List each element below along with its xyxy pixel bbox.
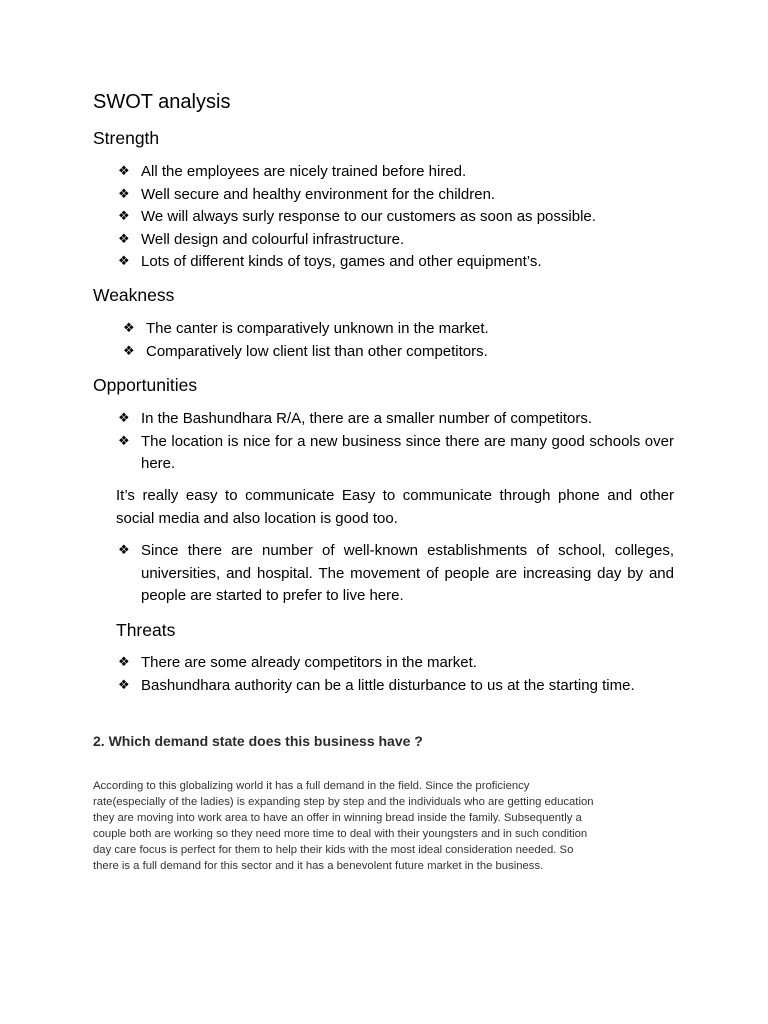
diamond-bullet-icon: ❖ xyxy=(123,343,135,359)
diamond-bullet-icon: ❖ xyxy=(118,186,130,202)
diamond-bullet-icon: ❖ xyxy=(118,543,130,558)
list-item: ❖ Comparatively low client list than other competitors. xyxy=(123,341,674,364)
diamond-bullet-icon: ❖ xyxy=(123,321,135,336)
strength-list xyxy=(118,161,674,274)
answer-line: there is a full demand for this sector and it has a benevolent future market in the business. xyxy=(93,860,544,873)
diamond-bullet-icon: ❖ xyxy=(118,655,130,670)
answer-paragraph xyxy=(93,778,673,875)
answer-line: day care focus is perfect for them to help their kids with the most ideal consideration needed. So xyxy=(93,844,574,857)
opportunities-paragraph: It’s really easy to communicate Easy to communicate through phone and other social media and also location is good too. xyxy=(116,487,674,527)
diamond-bullet-icon: ❖ xyxy=(118,411,130,426)
opportunities-list xyxy=(118,408,674,476)
diamond-bullet-icon: ❖ xyxy=(118,231,130,247)
list-item: ❖ Well secure and healthy environment for the children. xyxy=(118,184,674,207)
opportunities-list-2 xyxy=(118,540,674,608)
answer-line: According to this globalizing world it has a full demand in the field. Since the proficiency xyxy=(93,780,530,792)
question-heading: 2. Which demand state does this business have ? xyxy=(93,733,423,749)
list-item: ❖ The canter is comparatively unknown in the market. xyxy=(123,318,674,341)
diamond-bullet-icon: ❖ xyxy=(118,209,130,225)
weakness-list xyxy=(123,318,674,363)
threats-heading: Threats xyxy=(116,620,176,640)
list-item: ❖ There are some already competitors in the market. xyxy=(118,652,674,675)
list-item: ❖ Since there are number of well-known establishments of school, colleges, universities, and hospital. The movement of people are increasing day by and people are started to prefer to live here. xyxy=(118,542,674,605)
list-item: ❖ Bashundhara authority can be a little disturbance to us at the starting time. xyxy=(118,675,674,698)
list-item: ❖ Lots of different kinds of toys, games and other equipment’s. xyxy=(118,251,674,274)
answer-line: rate(especially of the ladies) is expanding step by step and the individuals who are getting education xyxy=(93,796,594,809)
answer-line: couple both are working so they need more time to deal with their youngsters and in such condition xyxy=(93,828,588,841)
diamond-bullet-icon: ❖ xyxy=(118,433,130,449)
diamond-bullet-icon: ❖ xyxy=(118,254,130,270)
list-item: ❖ Well design and colourful infrastructure. xyxy=(118,229,674,252)
strength-heading: Strength xyxy=(93,128,160,148)
diamond-bullet-icon: ❖ xyxy=(118,164,130,179)
list-item: ❖ All the employees are nicely trained before hired. xyxy=(118,161,674,184)
page-title: SWOT analysis xyxy=(93,91,231,113)
answer-line: they are moving into work area to have an offer in winning bread inside the family. Subsequently a xyxy=(93,812,582,825)
weakness-heading: Weakness xyxy=(93,285,175,305)
list-item: ❖ In the Bashundhara R/A, there are a smaller number of competitors. xyxy=(118,408,674,431)
diamond-bullet-icon: ❖ xyxy=(118,677,130,693)
opportunities-heading: Opportunities xyxy=(93,375,198,395)
list-item: ❖ We will always surly response to our customers as soon as possible. xyxy=(118,206,674,229)
list-item: ❖ The location is nice for a new business since there are many good schools over here. xyxy=(118,432,674,473)
threats-list xyxy=(118,652,674,697)
